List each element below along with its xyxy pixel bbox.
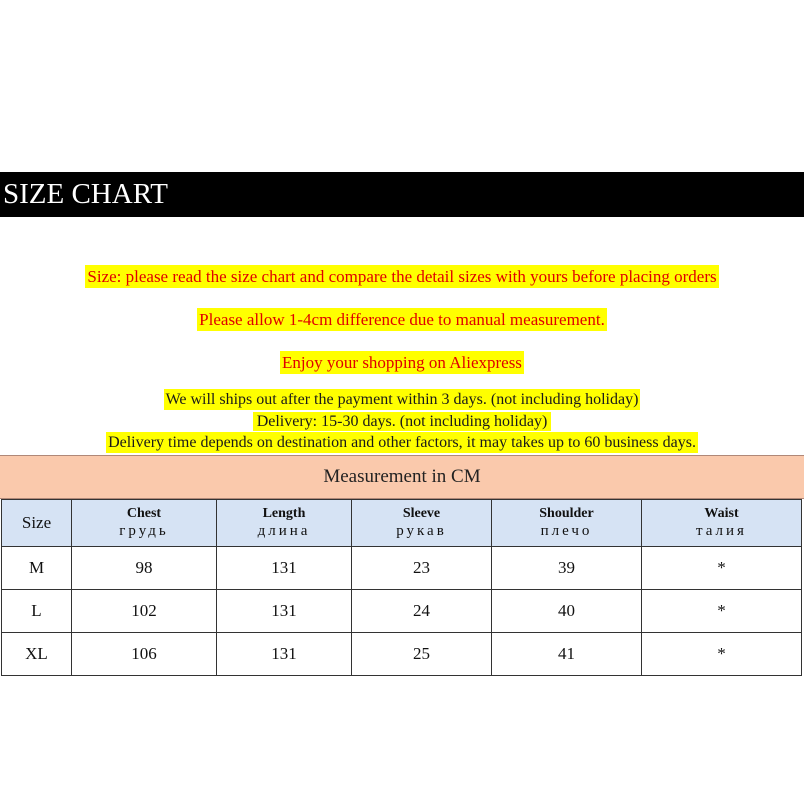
header-waist-ru: талия — [696, 523, 747, 539]
cell-sleeve: 25 — [352, 633, 492, 676]
cell-waist: * — [642, 633, 802, 676]
header-sleeve-en: Sleeve — [402, 506, 441, 521]
cell-size: XL — [2, 633, 72, 676]
header-waist — [642, 500, 802, 547]
header-length-en: Length — [262, 506, 306, 521]
cell-waist: * — [642, 547, 802, 590]
cell-length: 131 — [217, 547, 352, 590]
size-table — [1, 499, 802, 676]
cell-chest: 102 — [72, 590, 217, 633]
header-shoulder-ru: плечо — [540, 523, 593, 539]
cell-waist: * — [642, 590, 802, 633]
cell-shoulder: 39 — [492, 547, 642, 590]
note-delivery-time — [0, 434, 804, 452]
cell-length: 131 — [217, 590, 352, 633]
header-length-ru: длина — [257, 523, 311, 539]
measurement-unit-bar: Measurement in CM — [0, 455, 804, 499]
note-shipping-text: We will ships out after the payment within 3 days. (not including holiday) — [165, 391, 639, 408]
header-waist-en: Waist — [704, 506, 739, 521]
note-difference — [0, 310, 804, 330]
note-enjoy — [0, 353, 804, 373]
header-sleeve-ru: рукав — [396, 523, 447, 539]
note-difference-text: Please allow 1-4cm difference due to manual measurement. — [199, 310, 605, 329]
note-size-advice-text: Size: please read the size chart and compare the detail sizes with yours before placing orders — [87, 267, 717, 286]
note-size-advice — [0, 267, 804, 287]
cell-sleeve: 24 — [352, 590, 492, 633]
note-shipping — [0, 391, 804, 409]
size-chart-sheet — [0, 172, 804, 676]
header-length — [217, 500, 352, 547]
table-row — [2, 633, 802, 676]
cell-chest: 98 — [72, 547, 217, 590]
cell-shoulder: 41 — [492, 633, 642, 676]
cell-length: 131 — [217, 633, 352, 676]
header-chest-ru: грудь — [119, 523, 169, 539]
cell-sleeve: 23 — [352, 547, 492, 590]
note-enjoy-text: Enjoy your shopping on Aliexpress — [282, 353, 522, 372]
cell-size: M — [2, 547, 72, 590]
table-row — [2, 590, 802, 633]
note-delivery — [0, 413, 804, 431]
header-shoulder — [492, 500, 642, 547]
table-row — [2, 547, 802, 590]
cell-size: L — [2, 590, 72, 633]
table-header-row — [2, 500, 802, 547]
note-delivery-text: Delivery: 15-30 days. (not including holiday) — [253, 412, 552, 431]
note-delivery-time-text: Delivery time depends on destination and other factors, it may takes up to 60 business days. — [108, 434, 696, 451]
size-chart-title: SIZE CHART — [0, 172, 804, 217]
header-size: Size — [2, 500, 72, 547]
header-chest — [72, 500, 217, 547]
notes-section — [0, 217, 804, 451]
header-sleeve — [352, 500, 492, 547]
header-chest-en: Chest — [126, 506, 162, 521]
cell-chest: 106 — [72, 633, 217, 676]
cell-shoulder: 40 — [492, 590, 642, 633]
header-shoulder-en: Shoulder — [539, 506, 594, 521]
